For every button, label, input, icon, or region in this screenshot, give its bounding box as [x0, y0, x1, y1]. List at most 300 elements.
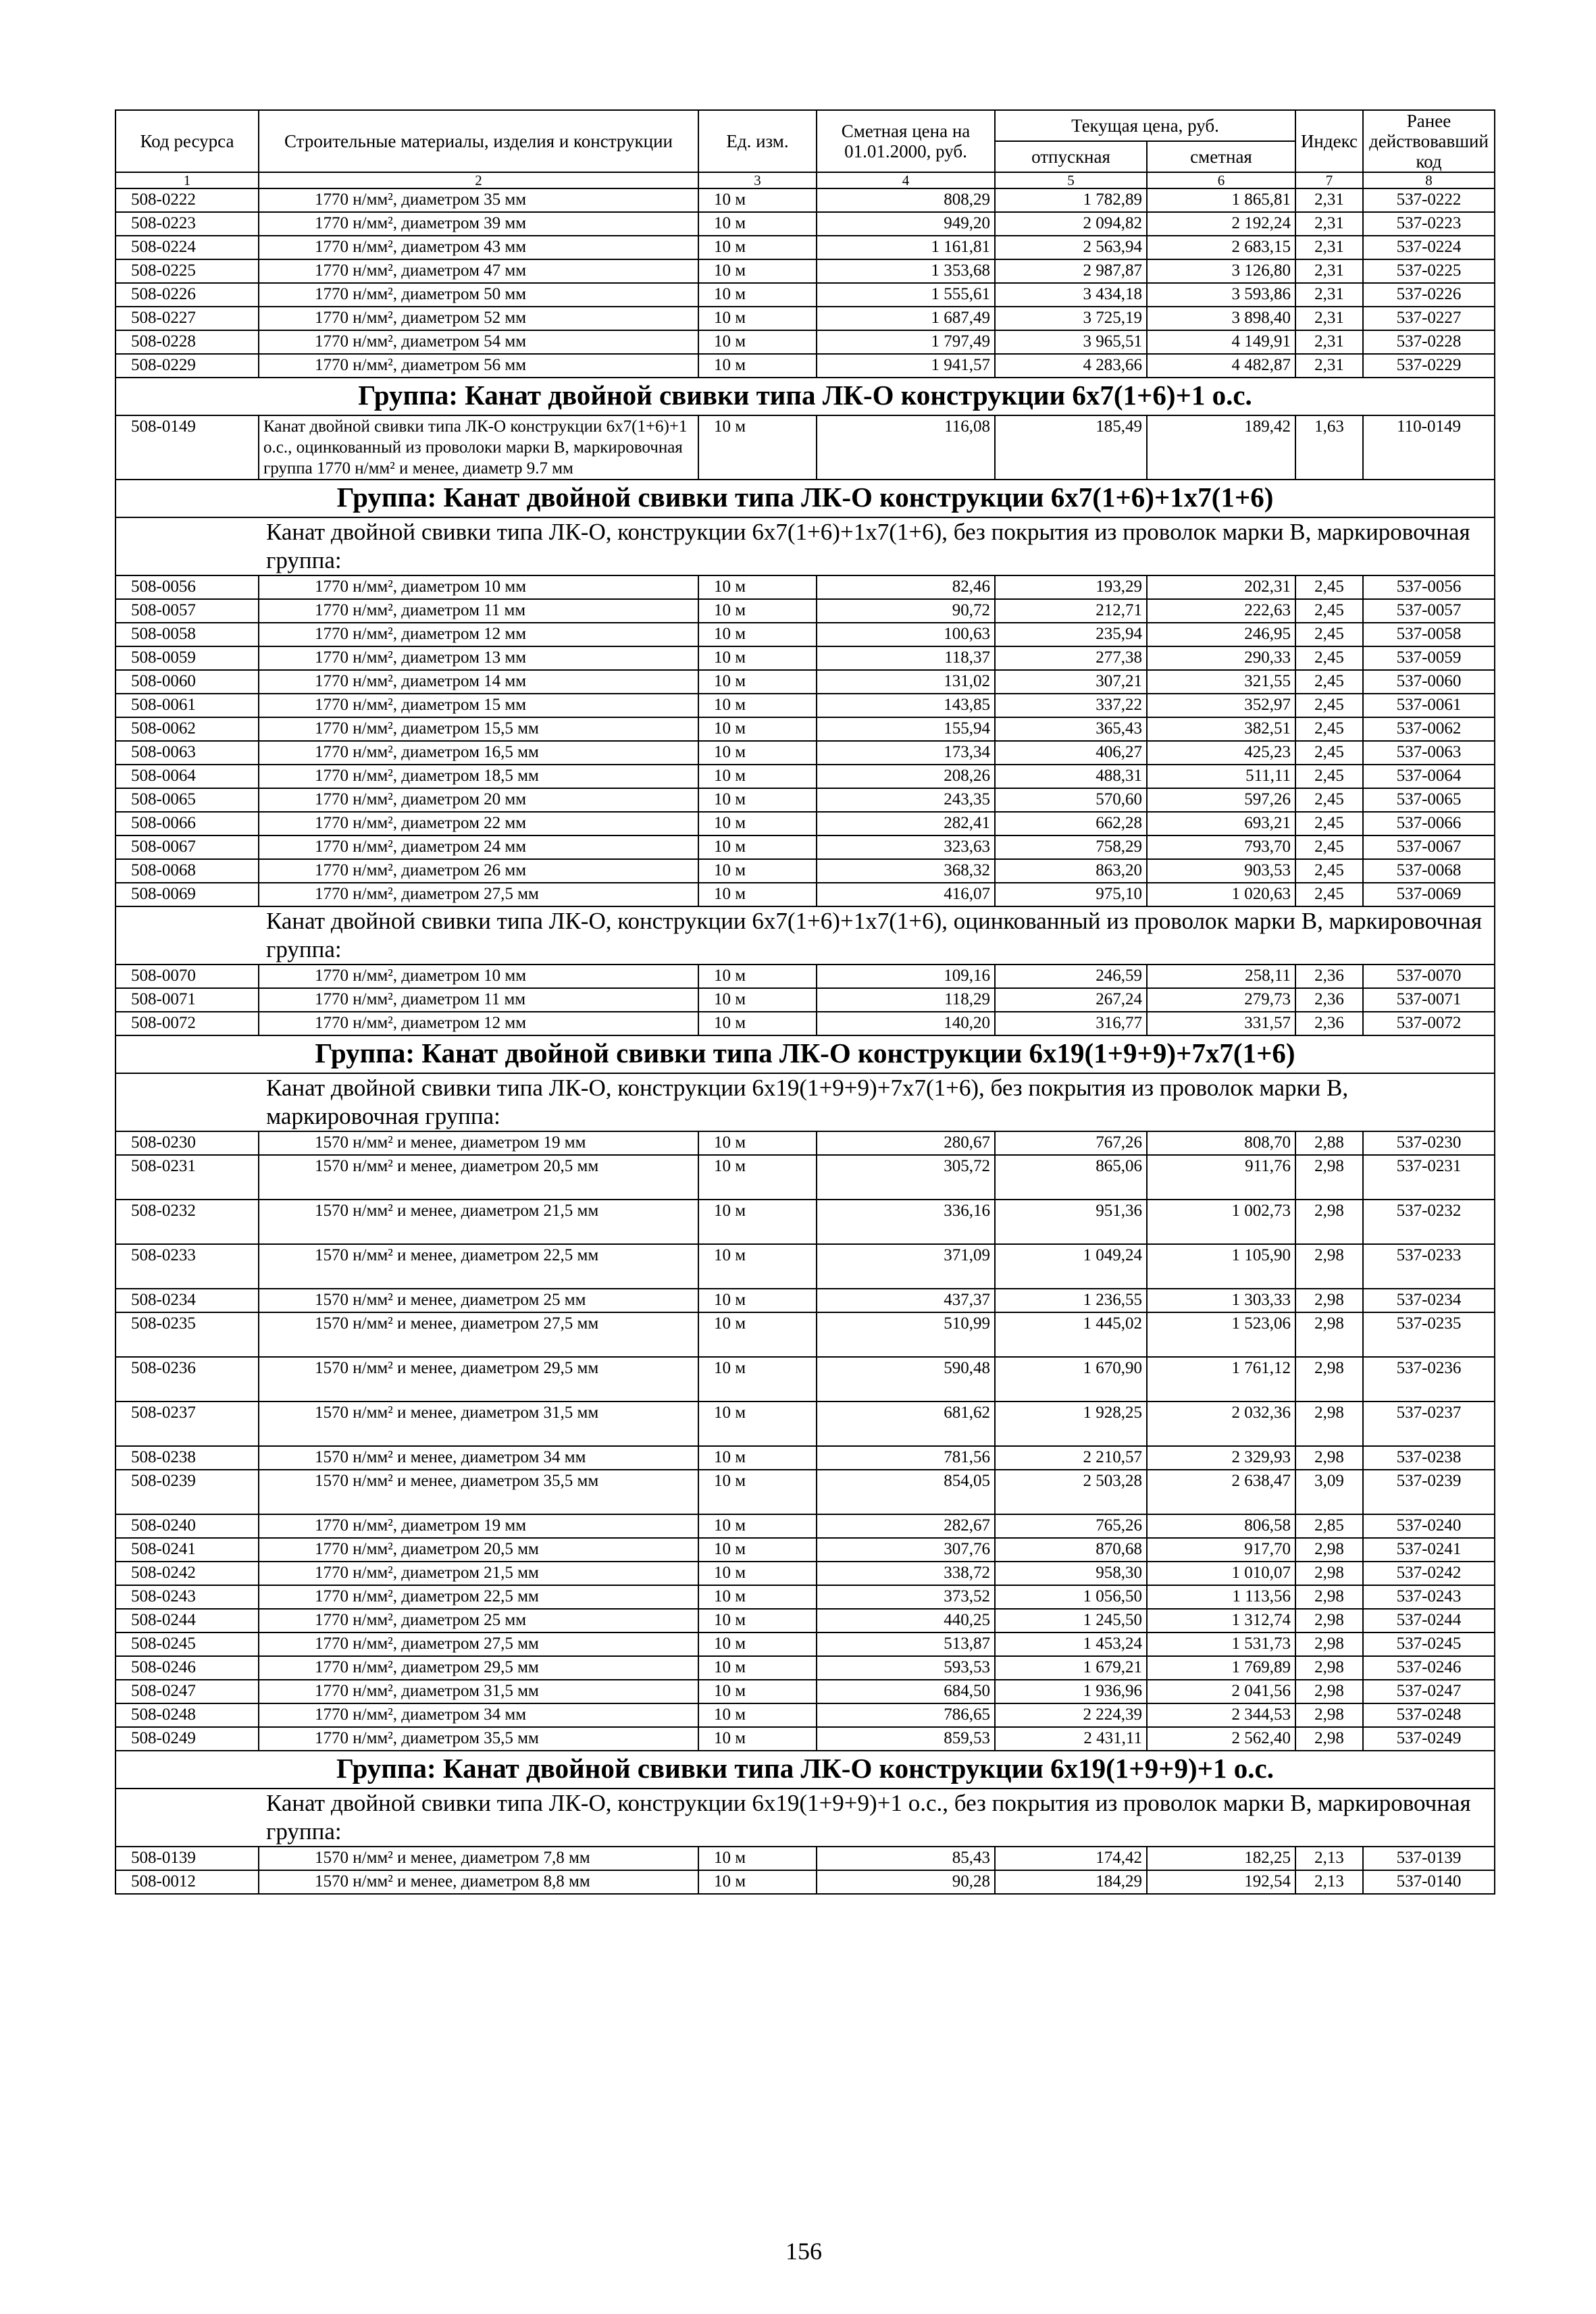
header-unit: Ед. изм.: [698, 110, 817, 172]
release-price-cell: 758,29: [995, 835, 1147, 859]
estimate-price-cell: 382,51: [1147, 717, 1295, 741]
release-price-cell: 307,21: [995, 670, 1147, 694]
old-code-cell: 537-0229: [1363, 354, 1495, 378]
material-name-cell: 1770 н/мм², диаметром 11 мм: [259, 599, 698, 623]
table-row: [115, 717, 1495, 741]
price-index-cell: 2,98: [1295, 1727, 1363, 1751]
base-price-cell: 684,50: [817, 1680, 995, 1703]
unit-cell: 10 м: [698, 1609, 817, 1632]
price-sheet: [115, 109, 1494, 1895]
base-price-cell: 859,53: [817, 1727, 995, 1751]
table-row: [115, 883, 1495, 906]
release-price-cell: 3 434,18: [995, 283, 1147, 307]
resource-code-cell: 508-0059: [115, 646, 259, 670]
material-name-cell: 1570 н/мм² и менее, диаметром 31,5 мм: [259, 1402, 698, 1446]
unit-cell: 10 м: [698, 283, 817, 307]
header-release-price: отпускная: [995, 141, 1147, 172]
base-price-cell: 808,29: [817, 188, 995, 212]
release-price-cell: 185,49: [995, 415, 1147, 480]
unit-cell: 10 м: [698, 835, 817, 859]
table-row: [115, 1402, 1495, 1446]
resource-code-cell: 508-0223: [115, 212, 259, 236]
table-row: [115, 1870, 1495, 1894]
resource-code-cell: 508-0064: [115, 765, 259, 788]
release-price-cell: 316,77: [995, 1012, 1147, 1035]
price-index-cell: 2,45: [1295, 812, 1363, 835]
old-code-cell: 537-0072: [1363, 1012, 1495, 1035]
base-price-cell: 282,41: [817, 812, 995, 835]
price-index-cell: 2,31: [1295, 259, 1363, 283]
base-price-cell: 854,05: [817, 1470, 995, 1514]
table-row: [115, 1609, 1495, 1632]
estimate-price-cell: 192,54: [1147, 1870, 1295, 1894]
resource-code-cell: 508-0222: [115, 188, 259, 212]
material-name-cell: 1770 н/мм², диаметром 19 мм: [259, 1514, 698, 1538]
material-name-cell: 1570 н/мм² и менее, диаметром 29,5 мм: [259, 1357, 698, 1402]
material-name-cell: 1770 н/мм², диаметром 16,5 мм: [259, 741, 698, 765]
table-row: [115, 599, 1495, 623]
base-price-cell: 368,32: [817, 859, 995, 883]
old-code-cell: 537-0236: [1363, 1357, 1495, 1402]
unit-cell: 10 м: [698, 1357, 817, 1402]
base-price-cell: 173,34: [817, 741, 995, 765]
material-name-cell: 1770 н/мм², диаметром 21,5 мм: [259, 1562, 698, 1585]
old-code-cell: 537-0061: [1363, 694, 1495, 717]
resource-code-cell: 508-0066: [115, 812, 259, 835]
old-code-cell: 537-0057: [1363, 599, 1495, 623]
unit-cell: 10 м: [698, 575, 817, 599]
release-price-cell: 3 725,19: [995, 307, 1147, 330]
group-title: Группа: Канат двойной свивки типа ЛК-О конструкции 6х19(1+9+9)+7х7(1+6): [115, 1035, 1495, 1073]
price-index-cell: 2,98: [1295, 1155, 1363, 1200]
table-header: [115, 110, 1495, 188]
subgroup-heading-row: [115, 517, 1495, 575]
unit-cell: 10 м: [698, 1538, 817, 1562]
estimate-price-cell: 4 149,91: [1147, 330, 1295, 354]
release-price-cell: 2 987,87: [995, 259, 1147, 283]
material-name-cell: 1570 н/мм² и менее, диаметром 8,8 мм: [259, 1870, 698, 1894]
release-price-cell: 2 563,94: [995, 236, 1147, 259]
release-price-cell: 2 094,82: [995, 212, 1147, 236]
unit-cell: 10 м: [698, 965, 817, 988]
old-code-cell: 537-0064: [1363, 765, 1495, 788]
estimate-price-cell: 189,42: [1147, 415, 1295, 480]
material-name-cell: 1770 н/мм², диаметром 18,5 мм: [259, 765, 698, 788]
table-row: [115, 623, 1495, 646]
resource-code-cell: 508-0225: [115, 259, 259, 283]
estimate-price-cell: 693,21: [1147, 812, 1295, 835]
price-index-cell: 2,45: [1295, 623, 1363, 646]
material-name-cell: 1770 н/мм², диаметром 56 мм: [259, 354, 698, 378]
base-price-cell: 118,37: [817, 646, 995, 670]
table-row: [115, 1514, 1495, 1538]
old-code-cell: 537-0059: [1363, 646, 1495, 670]
old-code-cell: 537-0243: [1363, 1585, 1495, 1609]
old-code-cell: 537-0246: [1363, 1656, 1495, 1680]
table-row: [115, 283, 1495, 307]
estimate-price-cell: 3 126,80: [1147, 259, 1295, 283]
column-number: 4: [817, 172, 995, 188]
subgroup-heading-row: [115, 906, 1495, 965]
table-row: [115, 670, 1495, 694]
price-index-cell: 2,98: [1295, 1703, 1363, 1727]
header-name: Строительные материалы, изделия и конструкции: [259, 110, 698, 172]
table-row: [115, 354, 1495, 378]
material-name-cell: 1770 н/мм², диаметром 15,5 мм: [259, 717, 698, 741]
unit-cell: 10 м: [698, 1514, 817, 1538]
estimate-price-cell: 321,55: [1147, 670, 1295, 694]
table-row: [115, 259, 1495, 283]
price-index-cell: 2,98: [1295, 1632, 1363, 1656]
table-row: [115, 1538, 1495, 1562]
old-code-cell: 537-0238: [1363, 1446, 1495, 1470]
base-price-cell: 510,99: [817, 1312, 995, 1357]
price-index-cell: 2,98: [1295, 1200, 1363, 1244]
table-row: [115, 575, 1495, 599]
table-row: [115, 965, 1495, 988]
price-index-cell: 2,98: [1295, 1562, 1363, 1585]
release-price-cell: 277,38: [995, 646, 1147, 670]
release-price-cell: 1 928,25: [995, 1402, 1147, 1446]
price-index-cell: 2,45: [1295, 646, 1363, 670]
old-code-cell: 537-0068: [1363, 859, 1495, 883]
estimate-price-cell: 425,23: [1147, 741, 1295, 765]
old-code-cell: 537-0234: [1363, 1289, 1495, 1312]
table-row: [115, 1562, 1495, 1585]
material-name-cell: 1770 н/мм², диаметром 24 мм: [259, 835, 698, 859]
material-name-cell: 1770 н/мм², диаметром 27,5 мм: [259, 1632, 698, 1656]
unit-cell: 10 м: [698, 741, 817, 765]
resource-code-cell: 508-0229: [115, 354, 259, 378]
table-row: [115, 307, 1495, 330]
base-price-cell: 131,02: [817, 670, 995, 694]
resource-code-cell: 508-0072: [115, 1012, 259, 1035]
estimate-price-cell: 1 769,89: [1147, 1656, 1295, 1680]
unit-cell: 10 м: [698, 859, 817, 883]
base-price-cell: 85,43: [817, 1847, 995, 1870]
base-price-cell: 371,09: [817, 1244, 995, 1289]
estimate-price-cell: 597,26: [1147, 788, 1295, 812]
price-index-cell: 2,45: [1295, 741, 1363, 765]
group-heading-row: [115, 378, 1495, 415]
unit-cell: 10 м: [698, 188, 817, 212]
estimate-price-cell: 1 531,73: [1147, 1632, 1295, 1656]
old-code-cell: 537-0240: [1363, 1514, 1495, 1538]
release-price-cell: 212,71: [995, 599, 1147, 623]
resource-code-cell: 508-0233: [115, 1244, 259, 1289]
page-number: 156: [786, 2238, 822, 2265]
column-number: 3: [698, 172, 817, 188]
release-price-cell: 2 503,28: [995, 1470, 1147, 1514]
estimate-price-cell: 1 105,90: [1147, 1244, 1295, 1289]
old-code-cell: 537-0225: [1363, 259, 1495, 283]
table-row: [115, 1585, 1495, 1609]
release-price-cell: 570,60: [995, 788, 1147, 812]
unit-cell: 10 м: [698, 354, 817, 378]
resource-code-cell: 508-0071: [115, 988, 259, 1012]
unit-cell: 10 м: [698, 1155, 817, 1200]
release-price-cell: 662,28: [995, 812, 1147, 835]
release-price-cell: 4 283,66: [995, 354, 1147, 378]
release-price-cell: 975,10: [995, 883, 1147, 906]
table-row: [115, 1244, 1495, 1289]
unit-cell: 10 м: [698, 1402, 817, 1446]
resource-code-cell: 508-0235: [115, 1312, 259, 1357]
table-row: [115, 1155, 1495, 1200]
header-code: Код ресурса: [115, 110, 259, 172]
estimate-price-cell: 1 312,74: [1147, 1609, 1295, 1632]
price-index-cell: 2,98: [1295, 1656, 1363, 1680]
unit-cell: 10 м: [698, 1680, 817, 1703]
column-number: 5: [995, 172, 1147, 188]
resource-code-cell: 508-0242: [115, 1562, 259, 1585]
price-index-cell: 2,98: [1295, 1585, 1363, 1609]
base-price-cell: 786,65: [817, 1703, 995, 1727]
material-name-cell: 1770 н/мм², диаметром 54 мм: [259, 330, 698, 354]
unit-cell: 10 м: [698, 694, 817, 717]
price-index-cell: 2,45: [1295, 765, 1363, 788]
release-price-cell: 958,30: [995, 1562, 1147, 1585]
old-code-cell: 110-0149: [1363, 415, 1495, 480]
base-price-cell: 373,52: [817, 1585, 995, 1609]
estimate-price-cell: 331,57: [1147, 1012, 1295, 1035]
price-index-cell: 2,98: [1295, 1357, 1363, 1402]
base-price-cell: 109,16: [817, 965, 995, 988]
column-number: 7: [1295, 172, 1363, 188]
resource-code-cell: 508-0245: [115, 1632, 259, 1656]
base-price-cell: 1 687,49: [817, 307, 995, 330]
old-code-cell: 537-0140: [1363, 1870, 1495, 1894]
table-row: [115, 1656, 1495, 1680]
old-code-cell: 537-0069: [1363, 883, 1495, 906]
resource-code-cell: 508-0238: [115, 1446, 259, 1470]
unit-cell: 10 м: [698, 812, 817, 835]
estimate-price-cell: 1 010,07: [1147, 1562, 1295, 1585]
unit-cell: 10 м: [698, 259, 817, 283]
old-code-cell: 537-0233: [1363, 1244, 1495, 1289]
old-code-cell: 537-0223: [1363, 212, 1495, 236]
estimate-price-cell: 4 482,87: [1147, 354, 1295, 378]
price-index-cell: 2,98: [1295, 1244, 1363, 1289]
price-index-cell: 2,31: [1295, 236, 1363, 259]
price-index-cell: 2,45: [1295, 717, 1363, 741]
base-price-cell: 949,20: [817, 212, 995, 236]
price-index-cell: 2,45: [1295, 575, 1363, 599]
resource-code-cell: 508-0240: [115, 1514, 259, 1538]
table-row: [115, 646, 1495, 670]
material-name-cell: 1570 н/мм² и менее, диаметром 21,5 мм: [259, 1200, 698, 1244]
table-row: [115, 330, 1495, 354]
resource-code-cell: 508-0247: [115, 1680, 259, 1703]
material-name-cell: 1770 н/мм², диаметром 43 мм: [259, 236, 698, 259]
old-code-cell: 537-0231: [1363, 1155, 1495, 1200]
price-index-cell: 2,31: [1295, 212, 1363, 236]
price-index-cell: 2,31: [1295, 283, 1363, 307]
group-title: Группа: Канат двойной свивки типа ЛК-О конструкции 6х19(1+9+9)+1 о.с.: [115, 1751, 1495, 1789]
material-name-cell: 1770 н/мм², диаметром 10 мм: [259, 965, 698, 988]
resource-code-cell: 508-0236: [115, 1357, 259, 1402]
table-row: [115, 788, 1495, 812]
estimate-price-cell: 511,11: [1147, 765, 1295, 788]
unit-cell: 10 м: [698, 883, 817, 906]
old-code-cell: 537-0066: [1363, 812, 1495, 835]
subgroup-title: Канат двойной свивки типа ЛК-О, конструкции 6х7(1+6)+1х7(1+6), оцинкованный из проволок марки В, маркировочная группа:: [115, 906, 1495, 965]
material-name-cell: 1770 н/мм², диаметром 13 мм: [259, 646, 698, 670]
old-code-cell: 537-0070: [1363, 965, 1495, 988]
table-row: [115, 212, 1495, 236]
old-code-cell: 537-0232: [1363, 1200, 1495, 1244]
estimate-price-cell: 903,53: [1147, 859, 1295, 883]
unit-cell: 10 м: [698, 1870, 817, 1894]
material-name-cell: 1770 н/мм², диаметром 29,5 мм: [259, 1656, 698, 1680]
material-name-cell: 1570 н/мм² и менее, диаметром 7,8 мм: [259, 1847, 698, 1870]
release-price-cell: 951,36: [995, 1200, 1147, 1244]
base-price-cell: 100,63: [817, 623, 995, 646]
price-index-cell: 2,31: [1295, 354, 1363, 378]
base-price-cell: 513,87: [817, 1632, 995, 1656]
base-price-cell: 781,56: [817, 1446, 995, 1470]
header-old-code: Ранее действовавший код: [1363, 110, 1495, 172]
old-code-cell: 537-0245: [1363, 1632, 1495, 1656]
material-name-cell: 1770 н/мм², диаметром 11 мм: [259, 988, 698, 1012]
subgroup-title: Канат двойной свивки типа ЛК-О, конструкции 6х7(1+6)+1х7(1+6), без покрытия из проволок марки В, маркировочная группа:: [115, 517, 1495, 575]
estimate-price-cell: 2 638,47: [1147, 1470, 1295, 1514]
group-heading-row: [115, 1751, 1495, 1789]
material-name-cell: 1770 н/мм², диаметром 22 мм: [259, 812, 698, 835]
base-price-cell: 1 161,81: [817, 236, 995, 259]
unit-cell: 10 м: [698, 1131, 817, 1155]
resource-code-cell: 508-0243: [115, 1585, 259, 1609]
unit-cell: 10 м: [698, 646, 817, 670]
release-price-cell: 1 245,50: [995, 1609, 1147, 1632]
subgroup-title: Канат двойной свивки типа ЛК-О, конструкции 6х19(1+9+9)+1 о.с., без покрытия из проволок марки В, маркировочная группа:: [115, 1789, 1495, 1847]
unit-cell: 10 м: [698, 1562, 817, 1585]
unit-cell: 10 м: [698, 1632, 817, 1656]
unit-cell: 10 м: [698, 330, 817, 354]
table-row: [115, 835, 1495, 859]
table-row: [115, 812, 1495, 835]
table-row: [115, 1632, 1495, 1656]
old-code-cell: 537-0060: [1363, 670, 1495, 694]
price-index-cell: 2,45: [1295, 859, 1363, 883]
unit-cell: 10 м: [698, 1727, 817, 1751]
release-price-cell: 406,27: [995, 741, 1147, 765]
estimate-price-cell: 2 329,93: [1147, 1446, 1295, 1470]
resource-code-cell: 508-0067: [115, 835, 259, 859]
base-price-cell: 1 353,68: [817, 259, 995, 283]
unit-cell: 10 м: [698, 1656, 817, 1680]
old-code-cell: 537-0241: [1363, 1538, 1495, 1562]
resource-code-cell: 508-0246: [115, 1656, 259, 1680]
release-price-cell: 1 056,50: [995, 1585, 1147, 1609]
material-name-cell: 1770 н/мм², диаметром 27,5 мм: [259, 883, 698, 906]
old-code-cell: 537-0248: [1363, 1703, 1495, 1727]
release-price-cell: 765,26: [995, 1514, 1147, 1538]
old-code-cell: 537-0065: [1363, 788, 1495, 812]
estimate-price-cell: 246,95: [1147, 623, 1295, 646]
estimate-price-cell: 1 020,63: [1147, 883, 1295, 906]
estimate-price-cell: 1 761,12: [1147, 1357, 1295, 1402]
table-row: [115, 1703, 1495, 1727]
estimate-price-cell: 2 041,56: [1147, 1680, 1295, 1703]
resource-code-cell: 508-0230: [115, 1131, 259, 1155]
unit-cell: 10 м: [698, 988, 817, 1012]
old-code-cell: 537-0230: [1363, 1131, 1495, 1155]
base-price-cell: 140,20: [817, 1012, 995, 1035]
resource-code-cell: 508-0241: [115, 1538, 259, 1562]
unit-cell: 10 м: [698, 1703, 817, 1727]
unit-cell: 10 м: [698, 717, 817, 741]
release-price-cell: 488,31: [995, 765, 1147, 788]
resource-code-cell: 508-0227: [115, 307, 259, 330]
old-code-cell: 537-0249: [1363, 1727, 1495, 1751]
release-price-cell: 246,59: [995, 965, 1147, 988]
table-row: [115, 1289, 1495, 1312]
base-price-cell: 243,35: [817, 788, 995, 812]
header-index: Индекс: [1295, 110, 1363, 172]
table-row: [115, 1200, 1495, 1244]
release-price-cell: 3 965,51: [995, 330, 1147, 354]
table-row: [115, 1012, 1495, 1035]
column-numbers: [115, 172, 1495, 188]
base-price-cell: 90,28: [817, 1870, 995, 1894]
material-name-cell: 1770 н/мм², диаметром 15 мм: [259, 694, 698, 717]
old-code-cell: 537-0227: [1363, 307, 1495, 330]
price-index-cell: 2,45: [1295, 694, 1363, 717]
unit-cell: 10 м: [698, 1012, 817, 1035]
table-row: [115, 1312, 1495, 1357]
table-row: [115, 415, 1495, 480]
unit-cell: 10 м: [698, 1446, 817, 1470]
table-row: [115, 1131, 1495, 1155]
resource-code-cell: 508-0231: [115, 1155, 259, 1200]
release-price-cell: 865,06: [995, 1155, 1147, 1200]
material-name-cell: 1770 н/мм², диаметром 52 мм: [259, 307, 698, 330]
table-row: [115, 988, 1495, 1012]
price-index-cell: 2,36: [1295, 988, 1363, 1012]
price-index-cell: 2,98: [1295, 1312, 1363, 1357]
base-price-cell: 282,67: [817, 1514, 995, 1538]
old-code-cell: 537-0063: [1363, 741, 1495, 765]
base-price-cell: 90,72: [817, 599, 995, 623]
unit-cell: 10 м: [698, 1847, 817, 1870]
base-price-cell: 336,16: [817, 1200, 995, 1244]
base-price-cell: 82,46: [817, 575, 995, 599]
release-price-cell: 767,26: [995, 1131, 1147, 1155]
header-base-price: Сметная цена на 01.01.2000, руб.: [817, 110, 995, 172]
old-code-cell: 537-0226: [1363, 283, 1495, 307]
unit-cell: 10 м: [698, 212, 817, 236]
price-index-cell: 2,45: [1295, 883, 1363, 906]
resource-code-cell: 508-0061: [115, 694, 259, 717]
release-price-cell: 1 445,02: [995, 1312, 1147, 1357]
price-index-cell: 2,36: [1295, 1012, 1363, 1035]
old-code-cell: 537-0237: [1363, 1402, 1495, 1446]
table-row: [115, 236, 1495, 259]
price-index-cell: 2,36: [1295, 965, 1363, 988]
column-number: 2: [259, 172, 698, 188]
release-price-cell: 870,68: [995, 1538, 1147, 1562]
table-row: [115, 859, 1495, 883]
estimate-price-cell: 806,58: [1147, 1514, 1295, 1538]
price-index-cell: 2,31: [1295, 307, 1363, 330]
material-name-cell: 1770 н/мм², диаметром 14 мм: [259, 670, 698, 694]
release-price-cell: 1 936,96: [995, 1680, 1147, 1703]
base-price-cell: 116,08: [817, 415, 995, 480]
subgroup-title: Канат двойной свивки типа ЛК-О, конструкции 6х19(1+9+9)+7х7(1+6), без покрытия из проволок марки В, маркировочная группа:: [115, 1073, 1495, 1131]
unit-cell: 10 м: [698, 623, 817, 646]
header-estimate-price: сметная: [1147, 141, 1295, 172]
